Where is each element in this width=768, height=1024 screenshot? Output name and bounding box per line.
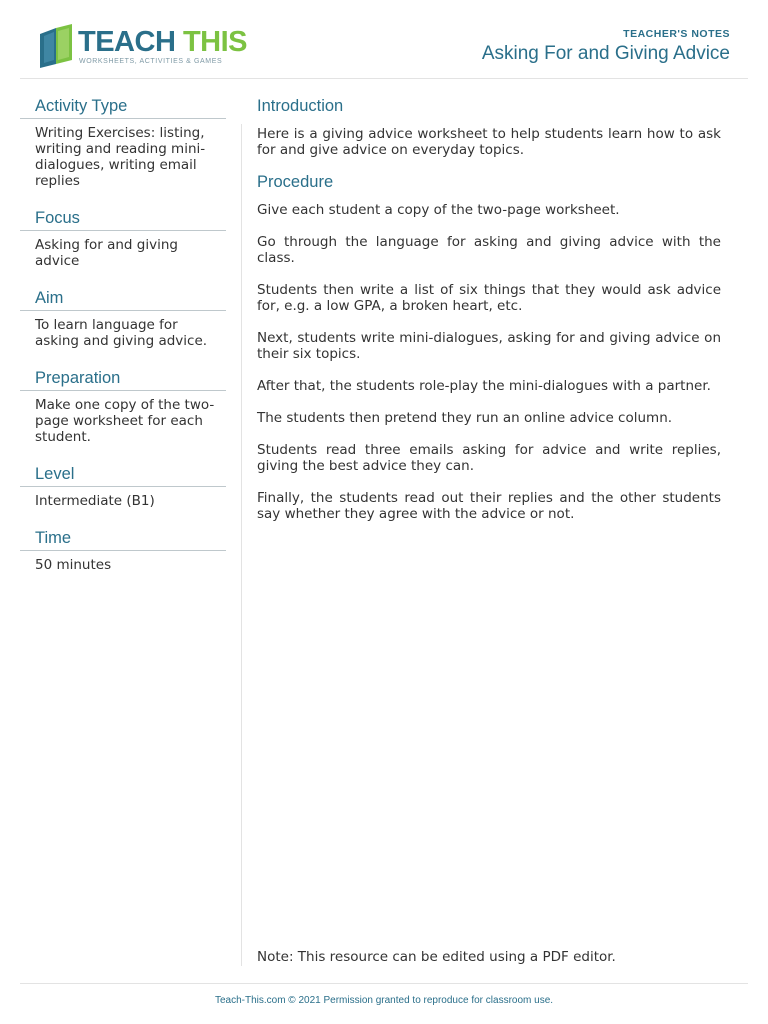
- section-text: Intermediate (B1): [35, 493, 155, 509]
- sidebar: [20, 94, 226, 590]
- section-heading: Time: [20, 526, 226, 551]
- introduction-text: Here is a giving advice worksheet to help students learn how to ask for and give advice on everyday topics.: [257, 126, 721, 158]
- section-text: 50 minutes: [35, 557, 112, 573]
- column-divider: [241, 124, 242, 966]
- teachers-notes-label: TEACHER'S NOTES: [623, 28, 730, 40]
- time-section: [20, 526, 226, 573]
- procedure-steps: [257, 202, 721, 522]
- procedure-step: Give each student a copy of the two-page worksheet.: [257, 202, 620, 218]
- procedure-step: The students then pretend they run an online advice column.: [257, 410, 673, 426]
- procedure-step: After that, the students role-play the mini-dialogues with a partner.: [257, 378, 711, 394]
- section-heading: Aim: [20, 286, 226, 311]
- activity-type-section: [20, 94, 226, 189]
- logo-tagline: WORKSHEETS, ACTIVITIES & GAMES: [79, 58, 223, 65]
- procedure-step: Students read three emails asking for advice and write replies, giving the best advice they can.: [257, 442, 721, 474]
- logo-wordmark: TEACH THIS: [78, 26, 248, 58]
- focus-section: [20, 206, 226, 269]
- footer-divider: [20, 983, 748, 984]
- procedure-step: Finally, the students read out their replies and the other students say whether they agree with the advice or not.: [257, 490, 721, 522]
- header-divider: [20, 78, 748, 79]
- procedure-step: Go through the language for asking and giving advice with the class.: [257, 234, 721, 266]
- aim-section: [20, 286, 226, 349]
- section-text: To learn language for asking and giving advice.: [35, 317, 208, 349]
- procedure-heading: Procedure: [257, 173, 334, 191]
- procedure-step: Next, students write mini-dialogues, asking for and giving advice on their six topics.: [257, 330, 721, 362]
- level-section: [20, 462, 226, 509]
- section-heading: Activity Type: [20, 94, 226, 119]
- editing-note: Note: This resource can be edited using a PDF editor.: [257, 949, 616, 965]
- procedure-step: Students then write a list of six things that they would ask advice for, e.g. a low GPA, a broken heart, etc.: [257, 282, 721, 314]
- page-title: Asking For and Giving Advice: [481, 43, 730, 64]
- teach-this-logo[interactable]: [36, 24, 248, 70]
- book-icon: [36, 24, 76, 68]
- section-text: Writing Exercises: listing, writing and reading mini-dialogues, writing email replies: [35, 125, 206, 189]
- section-text: Asking for and giving advice: [35, 237, 178, 269]
- introduction-heading: Introduction: [257, 97, 344, 115]
- section-heading: Focus: [20, 206, 226, 231]
- main-content: [257, 94, 721, 538]
- section-heading: Preparation: [20, 366, 226, 391]
- section-heading: Level: [20, 462, 226, 487]
- preparation-section: [20, 366, 226, 445]
- page-header: [0, 0, 768, 80]
- footer-copyright[interactable]: Teach-This.com © 2021 Permission granted to reproduce for classroom use.: [214, 995, 554, 1006]
- section-text: Make one copy of the two-page worksheet for each student.: [35, 397, 215, 445]
